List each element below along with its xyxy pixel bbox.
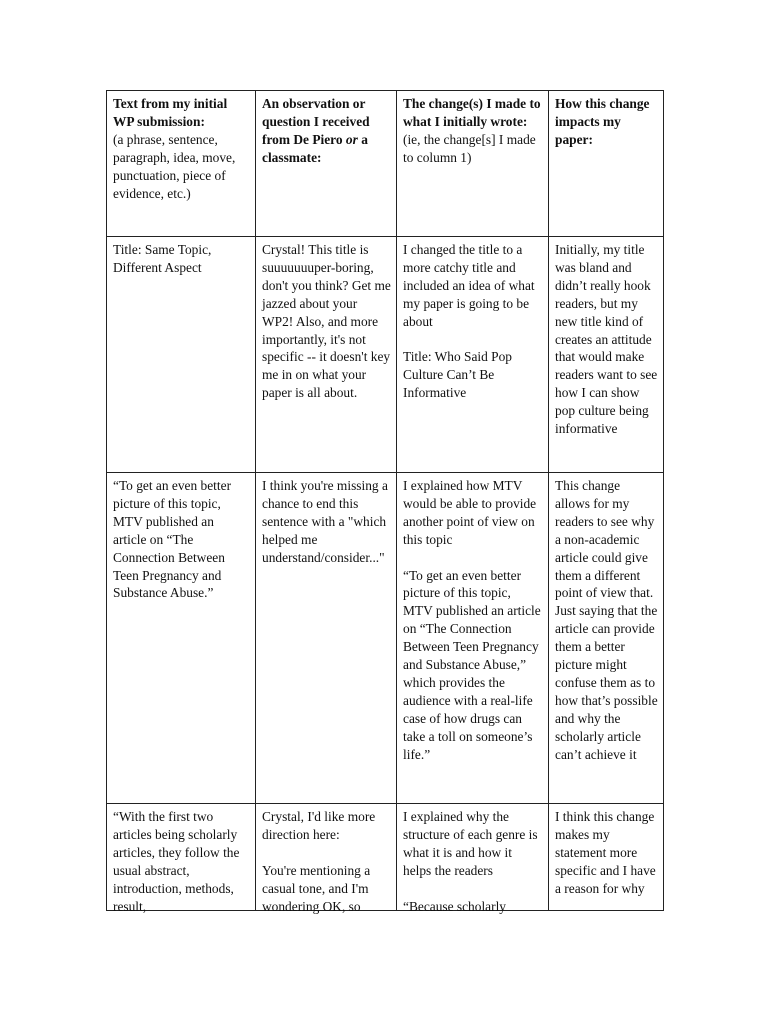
header-cell-impact — [549, 91, 664, 237]
revision-table — [106, 90, 664, 914]
header-initial-text-title: Text from my initial WP submission: — [113, 96, 228, 129]
row2-changes-explanation: I explained how MTV would be able to provide another point of view on this topic — [403, 478, 537, 547]
row3-initial-text: “With the first two articles being scholarly articles, they follow the usual abstract, introduction, methods, result, — [113, 809, 240, 914]
header-observation-or: or — [345, 131, 358, 147]
header-changes-note: (ie, the change[s] I made to column 1) — [403, 131, 536, 165]
row3-initial-text-cell — [107, 804, 256, 914]
row3-changes-explanation: I explained why the structure of each genre is what it is and how it helps the readers — [403, 809, 538, 878]
row2-impact: This change allows for my readers to see why a non-academic article could give them a different point of view that. Just saying that the article can provide them a better picture might confuse them as to how that’s possible and why the scholarly article can’t achieve it — [549, 473, 664, 804]
row2-initial-text: “To get an even better picture of this topic, MTV published an article on “The Connection Between Teen Pregnancy and Substance Abuse.” — [107, 473, 256, 804]
row3-impact-cell — [549, 804, 664, 911]
row2-changes-revised: “To get an even better picture of this topic, MTV published an article on “The Connection Between Teen Pregnancy and Substance Abuse,” which provides the audience with a real-life case of how drugs can take a toll on someone’s life.” — [403, 567, 541, 762]
header-cell-changes — [397, 91, 549, 237]
header-impact-title: How this change impacts my paper: — [555, 96, 650, 147]
row3-changes — [403, 808, 543, 914]
row1-changes-revised: Title: Who Said Pop Culture Can’t Be Informative — [403, 349, 513, 401]
header-observation-title-a: An observation or question I received from De Piero — [262, 96, 370, 147]
table-row — [107, 237, 664, 473]
row1-observation: Crystal! This title is suuuuuuuper-boring, don't you think? Get me jazzed about your WP2! Also, and more importantly, it's not specific -- it doesn't key me in on what your paper is all about. — [256, 237, 397, 473]
header-changes-title: The change(s) I made to what I initially wrote: — [403, 96, 541, 129]
table-row — [107, 804, 664, 911]
row3-changes-revised: “Because scholarly — [403, 898, 506, 914]
row3-observation-cell — [256, 804, 397, 914]
row3-impact: I think this change makes my statement more specific and I have a reason for why — [555, 809, 656, 896]
table-row — [107, 473, 664, 804]
row3-changes-cell — [397, 804, 549, 914]
row3-observation-a: Crystal, I'd like more direction here: — [262, 809, 376, 842]
header-cell-initial-text — [107, 91, 256, 237]
header-observation-title-b: a classmate: — [262, 131, 368, 165]
row3-observation-b: You're mentioning a casual tone, and I'm wondering OK, so — [262, 862, 371, 914]
header-initial-text-note: (a phrase, sentence, paragraph, idea, move, punctuation, piece of evidence, etc.) — [113, 131, 236, 201]
row1-changes-explanation: I changed the title to a more catchy title and included an idea of what my paper is going to be about — [403, 242, 535, 329]
row3-observation — [262, 808, 391, 914]
header-cell-observation — [256, 91, 397, 237]
row1-impact: Initially, my title was bland and didn’t really hook readers, but my new title kind of creates an attitude that would make readers want to see how I can show pop culture being informative — [549, 237, 664, 473]
row1-initial-text: Title: Same Topic, Different Aspect — [107, 237, 256, 473]
row2-observation: I think you're missing a chance to end this sentence with a "which helped me understand/consider..." — [256, 473, 397, 804]
row2-changes — [397, 473, 549, 804]
row1-changes — [397, 237, 549, 473]
table-header-row — [107, 91, 664, 237]
